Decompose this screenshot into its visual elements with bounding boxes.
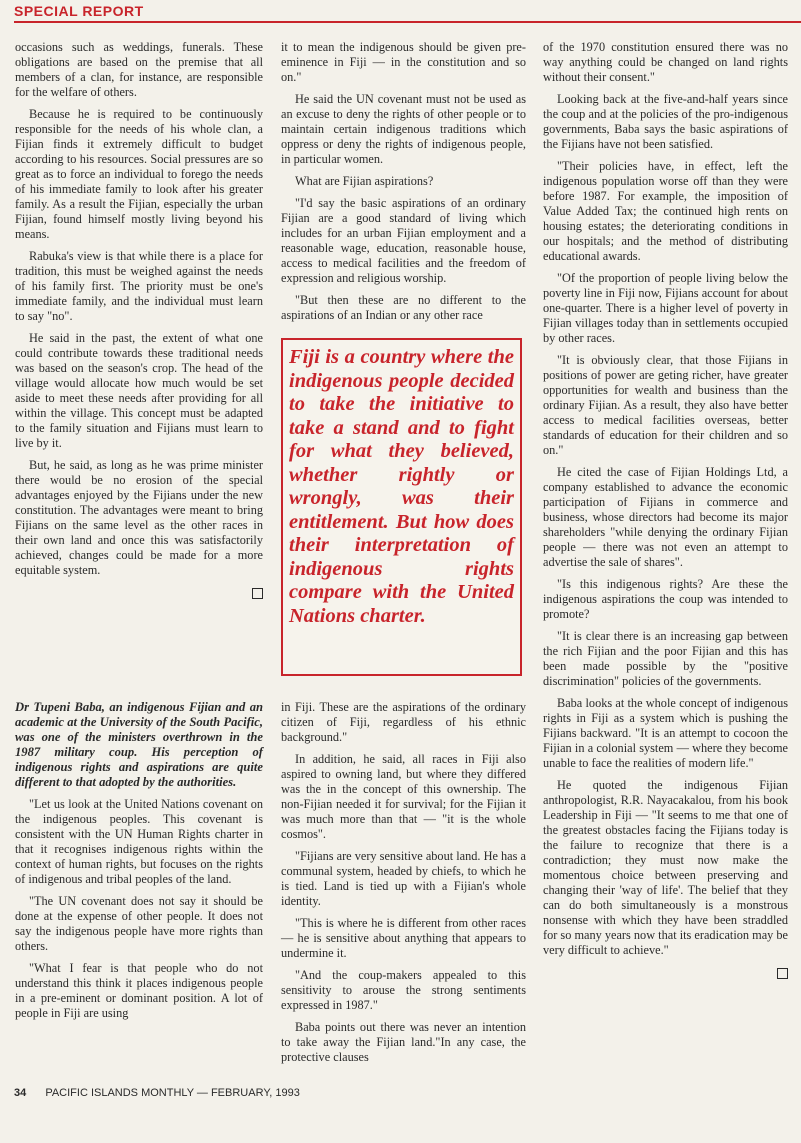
paragraph: "Let us look at the United Nations covenant on the indigenous peoples. This covenant is consistent with the UN Human Rights charter in that it recognises indigenous rights within the context of human rights, but focuses on the rights of indigenous and tribal peoples of the land.: [15, 797, 263, 886]
paragraph: He cited the case of Fijian Holdings Ltd, a company established to advance the economic participation of Fijians in commerce and business, whose directors had become its major shareholders "while denying the ordinary Fijian people — there was not even an attempt to advertise the sale of shares".: [543, 465, 788, 569]
paragraph: "It is clear there is an increasing gap between the rich Fijian and the poor Fijian and this has been made possible by the "positive discrimination" policies of the governments.: [543, 629, 788, 688]
paragraph: Baba looks at the whole concept of indigenous rights in Fiji as a system which is pushing the Fijians backward. "It is an attempt to cocoon the Fijian in a colonial system — where they become unable to face the realities of modern life.": [543, 696, 788, 770]
paragraph: Baba points out there was never an intention to take away the Fijian land."In any case, the protective clauses: [281, 1020, 526, 1064]
paragraph: "Is this indigenous rights? Are these the indigenous aspirations the coup was intended to promote?: [543, 577, 788, 621]
paragraph: "And the coup-makers appealed to this sensitivity to arouse the strong sentiments expressed in 1987.": [281, 968, 526, 1012]
paragraph: of the 1970 constitution ensured there was no way anything could be changed on land rights without their consent.": [543, 40, 788, 84]
paragraph: Rabuka's view is that while there is a place for tradition, this must be weighed against the needs of his family first. The priority must be one's immediate family, and the individual must learn to say "no".: [15, 249, 263, 323]
paragraph: in Fiji. These are the aspirations of the ordinary citizen of Fiji, regardless of his ethnic background.": [281, 700, 526, 744]
column-2: [281, 40, 526, 330]
page-footer: [14, 1087, 300, 1099]
paragraph: it to mean the indigenous should be given pre-eminence in Fiji — in the constitution and so on.": [281, 40, 526, 84]
end-of-story-mark: [777, 968, 788, 979]
paragraph: "I'd say the basic aspirations of an ordinary Fijian are a good standard of living which includes for an urban Fijian employment and a reasonable wage, education, reasonable house, access to medical facilities and the freedom of expression and religious worship.: [281, 196, 526, 285]
paragraph: But, he said, as long as he was prime minister there would be no erosion of the special advantages enjoyed by the Fijians under the new constitution. The advantages were meant to bring Fijians on the same level as the other races in their own land and once this was satisfactorily achieved, changes could be made for a more equitable system.: [15, 458, 263, 577]
paragraph: "Fijians are very sensitive about land. He has a communal system, headed by chiefs, to which he is tied. Land is tied up with a Fijian's whole identity.: [281, 849, 526, 908]
paragraph: "It is obviously clear, that those Fijians in positions of power are geting richer, have greater opportunities for wealth and business than the ordinary Fijian. As a result, they also have better access to medical facilities overseas, better standards of education for their children and so on.": [543, 353, 788, 457]
header-rule: [14, 21, 801, 23]
paragraph: He said the UN covenant must not be used as an excuse to deny the rights of other people or to maintain certain indigenous traditions which oppress or deny the rights of indigenous people, in particular women.: [281, 92, 526, 166]
paragraph: "This is where he is different from other races — he is sensitive about anything that appears to undermine it.: [281, 916, 526, 960]
paragraph: "Of the proportion of people living below the poverty line in Fiji now, Fijians account for about one-quarter. There is a higher level of poverty in Fijian villages today than in settlements occupied by other races.: [543, 271, 788, 345]
section-label: SPECIAL REPORT: [14, 3, 144, 19]
page-number: 34: [14, 1087, 27, 1099]
paragraph: "The UN covenant does not say it should be done at the expense of other people. It does not say the indigenous people have more rights than others.: [15, 894, 263, 953]
paragraph: occasions such as weddings, funerals. These obligations are based on the premise that all members of a clan, for instance, are responsible for the welfare of others.: [15, 40, 263, 99]
paragraph: "But then these are no different to the aspirations of an Indian or any other race: [281, 293, 526, 322]
paragraph: He quoted the indigenous Fijian anthropologist, R.R. Nayacakalou, from his book Leadership in Fiji — "It seems to me that one of the greatest obstacles facing the Fijians today is the failure to recognize that there is a contradiction; they must now make the momentous choice between preserving and changing their 'way of life'. The belief that they can do both simultaneously is a monstrous nonsense with which they have been straddled for so many years now that its eradication may be very difficult to achieve.": [543, 778, 788, 957]
end-of-story-mark: [252, 588, 263, 599]
column-3: [543, 40, 788, 980]
paragraph: In addition, he said, all races in Fiji also aspired to owning land, but where they differed was the in the concept of this ownership. The non-Fijian needed it for survival; for the Fijian it was much more than that — "it is the whole cosmos".: [281, 752, 526, 841]
pull-quote: Fiji is a country where the indigenous people decided to take the initiative to take a stand and to fight for what they believed, whether rightly or wrongly, was their entitlement. But how does their interpretation of indigenous rights compare with the United Nations charter.: [281, 338, 522, 676]
publication-line: PACIFIC ISLANDS MONTHLY — FEBRUARY, 1993: [45, 1087, 300, 1099]
paragraph: Looking back at the five-and-half years since the coup and at the policies of the pro-indigenous governments, Baba says the basic aspirations of the Fijians have not been satisfied.: [543, 92, 788, 151]
paragraph: What are Fijian aspirations?: [295, 174, 434, 188]
paragraph: "What I fear is that people who do not understand this think it places indigenous people in a pre-eminent or dominant position. A lot of people in Fiji are using: [15, 961, 263, 1020]
paragraph: He said in the past, the extent of what one could contribute towards these traditional needs was based on the season's crop. The head of the village would allocate how much would be set aside to meet these needs after providing for all within the village. This concept must be adapted to the family situation and Fijians must learn to live by it.: [15, 331, 263, 450]
paragraph: "Their policies have, in effect, left the indigenous population worse off than they were before 1987. For example, the imposition of Value Added Tax; the continued high rents on housing estates; the deteriorating conditions in our hospitals; and the method of distributing educational awards.: [543, 159, 788, 263]
column-1-lower: [15, 700, 263, 1028]
intro-paragraph: Dr Tupeni Baba, an indigenous Fijian and an academic at the University of the South Pacific, was one of the ministers overthrown in the 1987 military coup. His perception of indigenous rights and aspirations are quite different to that adopted by the authorities.: [15, 700, 263, 789]
column-1: [15, 40, 263, 600]
paragraph: Because he is required to be continuously responsible for the needs of his whole clan, a Fijian finds it extremely difficult to budget according to his resources. Social pressures are so great as to force an individual to forego the needs of his immediate family to look after his greater family. As a result the Fijian, especially the urban Fijian, found himself mostly living beyond his means.: [15, 107, 263, 241]
column-2-lower: [281, 700, 526, 1072]
